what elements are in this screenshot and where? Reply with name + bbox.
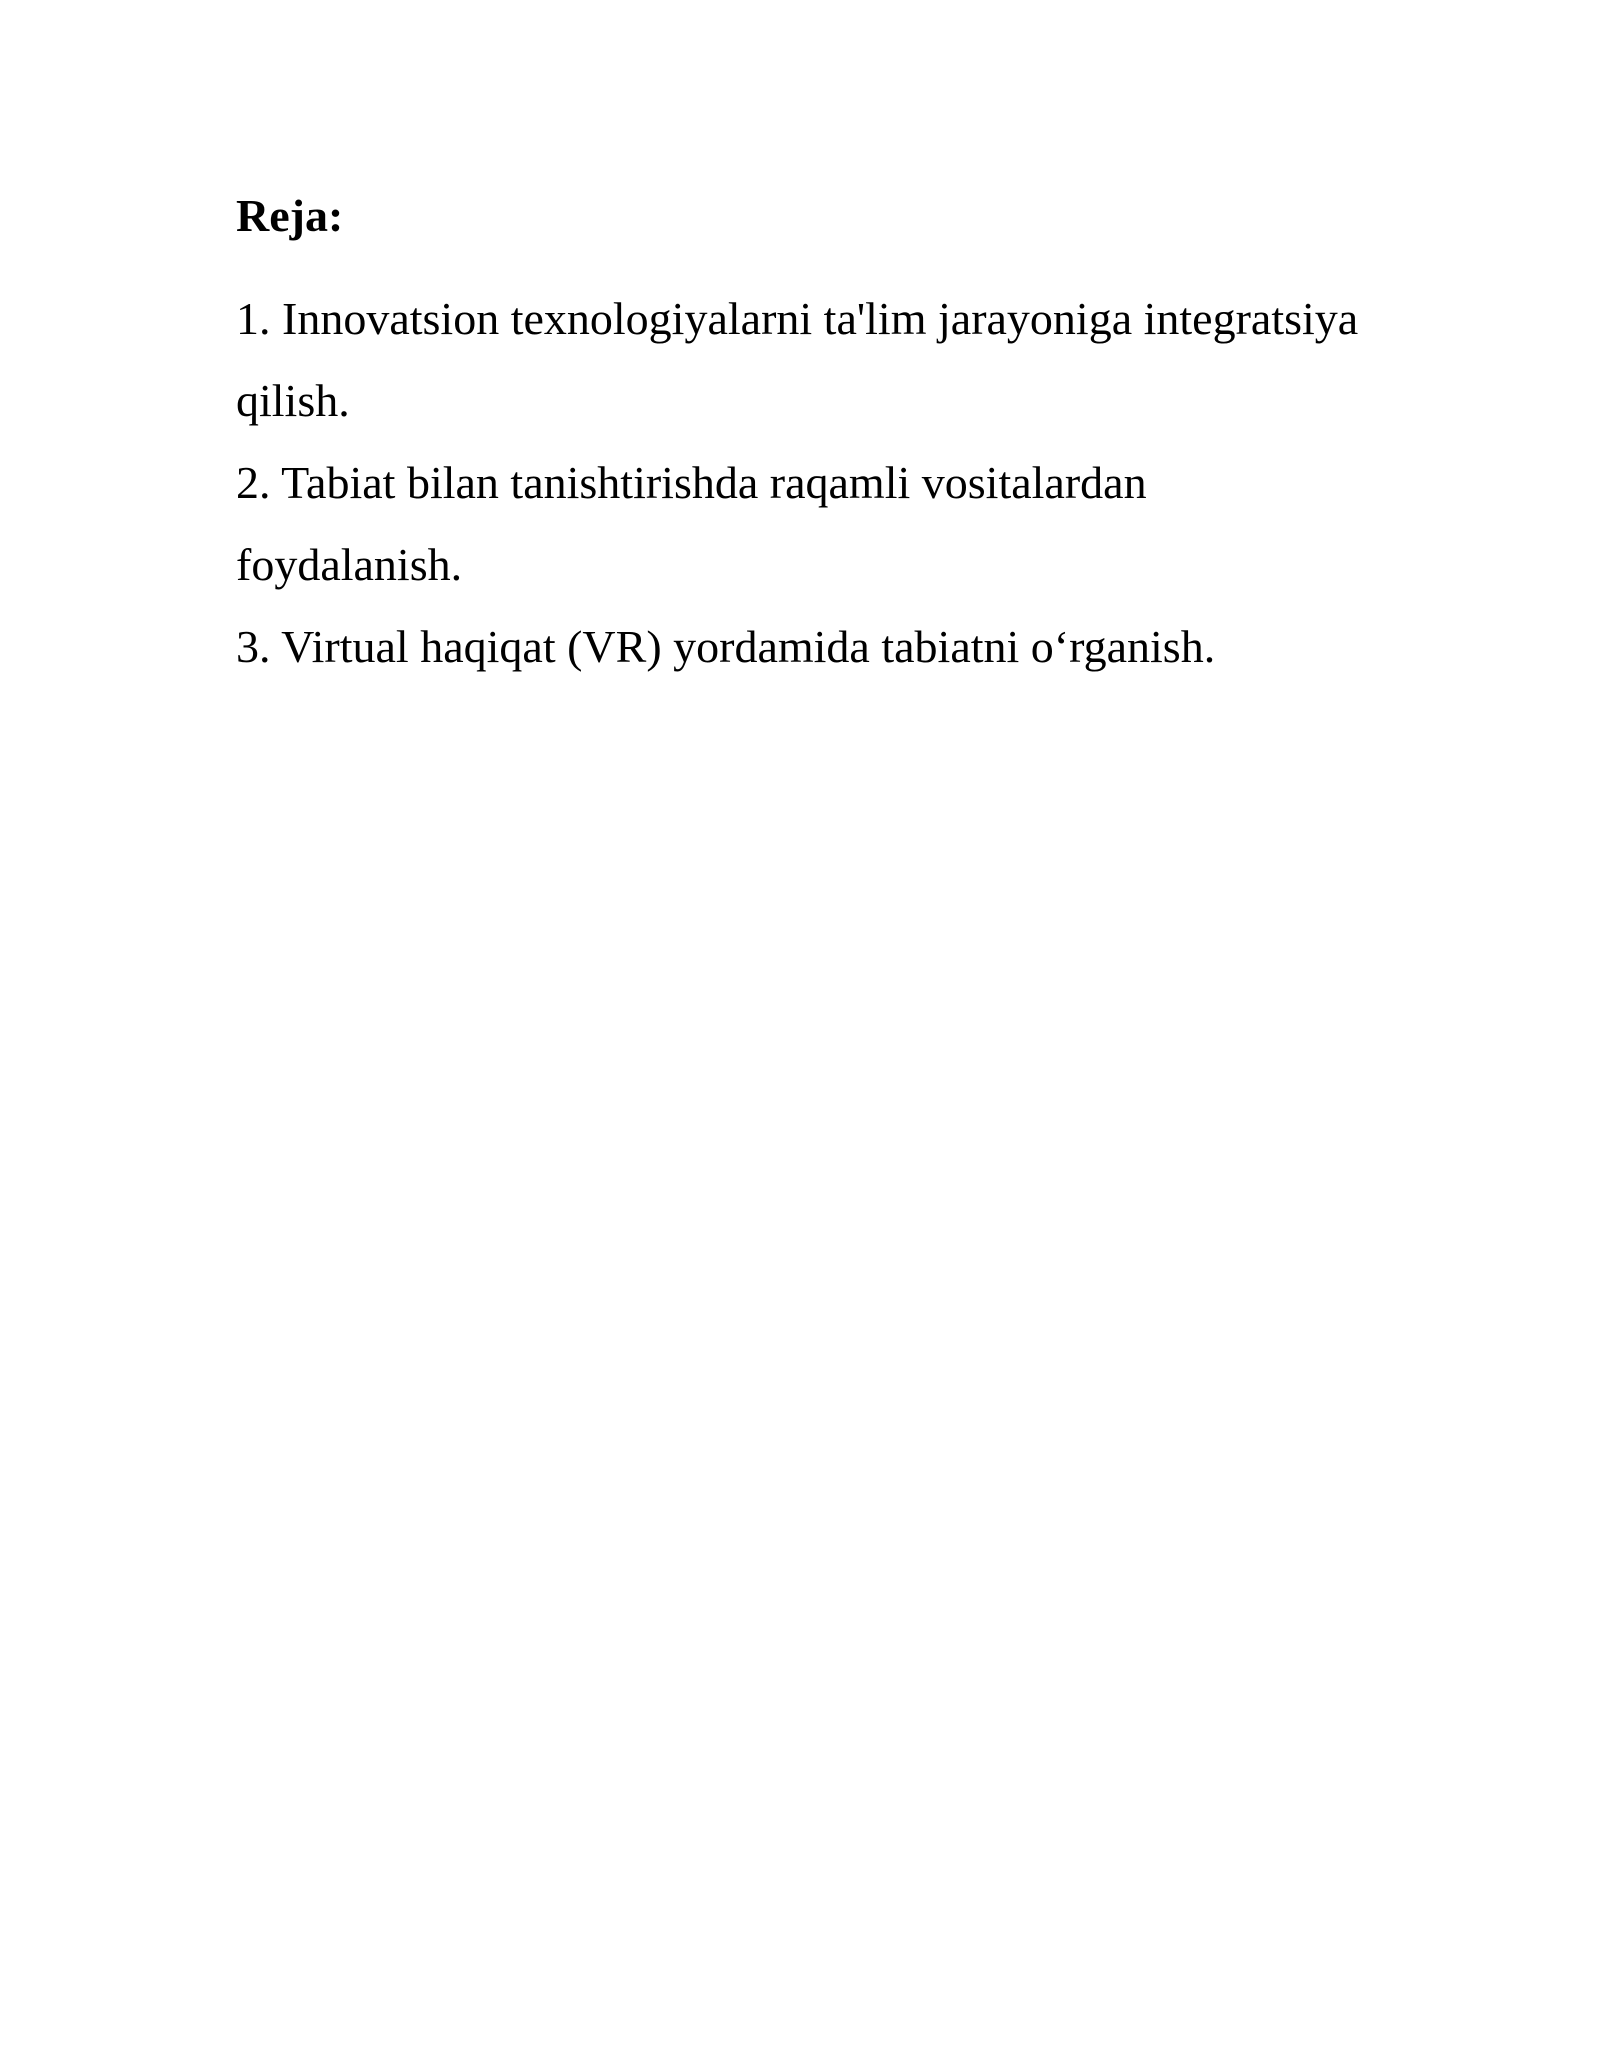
plan-item-1: 1. Innovatsion texnologiyalarni ta'lim jarayoniga integratsiya qilish.: [236, 293, 1359, 426]
plan-item-3: 3. Virtual haqiqat (VR) yordamida tabiatni o‘rganish.: [236, 621, 1216, 672]
plan-item-2: 2. Tabiat bilan tanishtirishda raqamli vositalardan foydalanish.: [236, 457, 1147, 590]
plan-heading: Reja:: [236, 190, 344, 241]
plan-list: [236, 278, 1366, 688]
document-body: [236, 186, 1366, 688]
